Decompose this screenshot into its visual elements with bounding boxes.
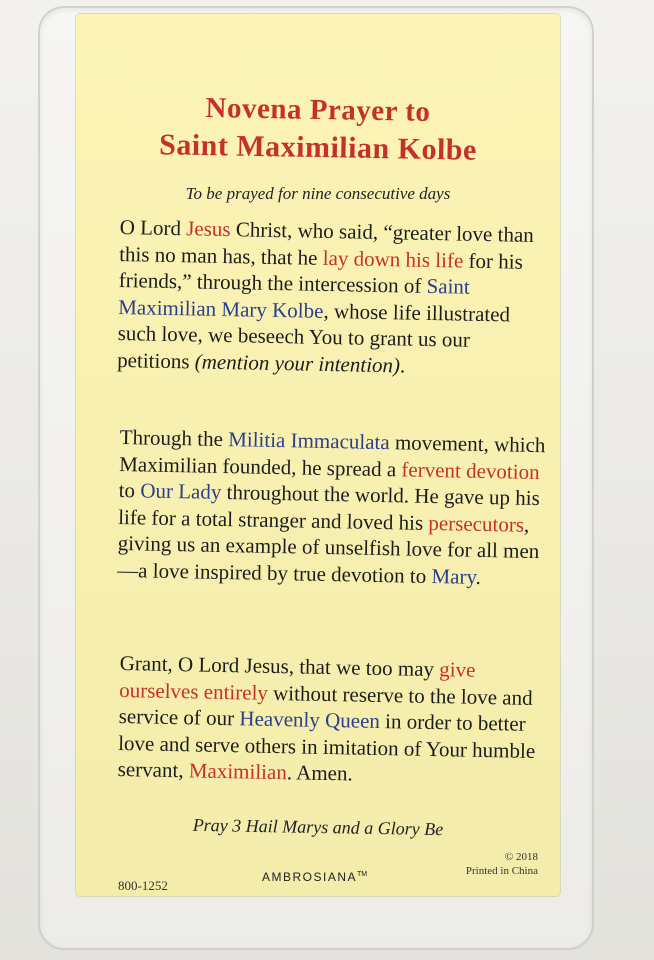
card-title-line2: Saint Maximilian Kolbe [158,128,478,167]
card-subtitle: To be prayed for nine consecutive days [185,184,451,203]
prayer-paragraph-2: Through the Militia Immaculata movement, which Maximilian founded, he spread a fervent devotion to Our Lady throughout the world. He gave up his life for a total stranger and loved his persecutors, giving us an example of unselfish love for all men—a love inspired by true devotion to Mary. [116,424,546,589]
copyright-notice: © 2018 Printed in China [465,851,538,877]
prayer-paragraph-3: Grant, O Lord Jesus, that we too may give ourselves entirely without reserve to the love and service of our Heavenly Queen in order to better love and serve others in imitation of Your humble servant, Maximilian. Amen. [117,650,536,786]
closing-instruction: Pray 3 Hail Marys and a Glory Be [192,814,444,840]
card-title-line1: Novena Prayer to [205,92,431,128]
product-number: 800-1252 [118,878,168,893]
prayer-card [76,14,560,896]
prayer-paragraph-1: O Lord Jesus Christ, who said, “greater love than this no man has, that he lay down his life for his friends,” through the intercession of Saint Maximilian Mary Kolbe, whose life illustrated such love, we beseech You to grant us our petitions (mention your intention). [116,214,534,378]
brand-logo: AMBROSIANA™ [262,870,368,884]
